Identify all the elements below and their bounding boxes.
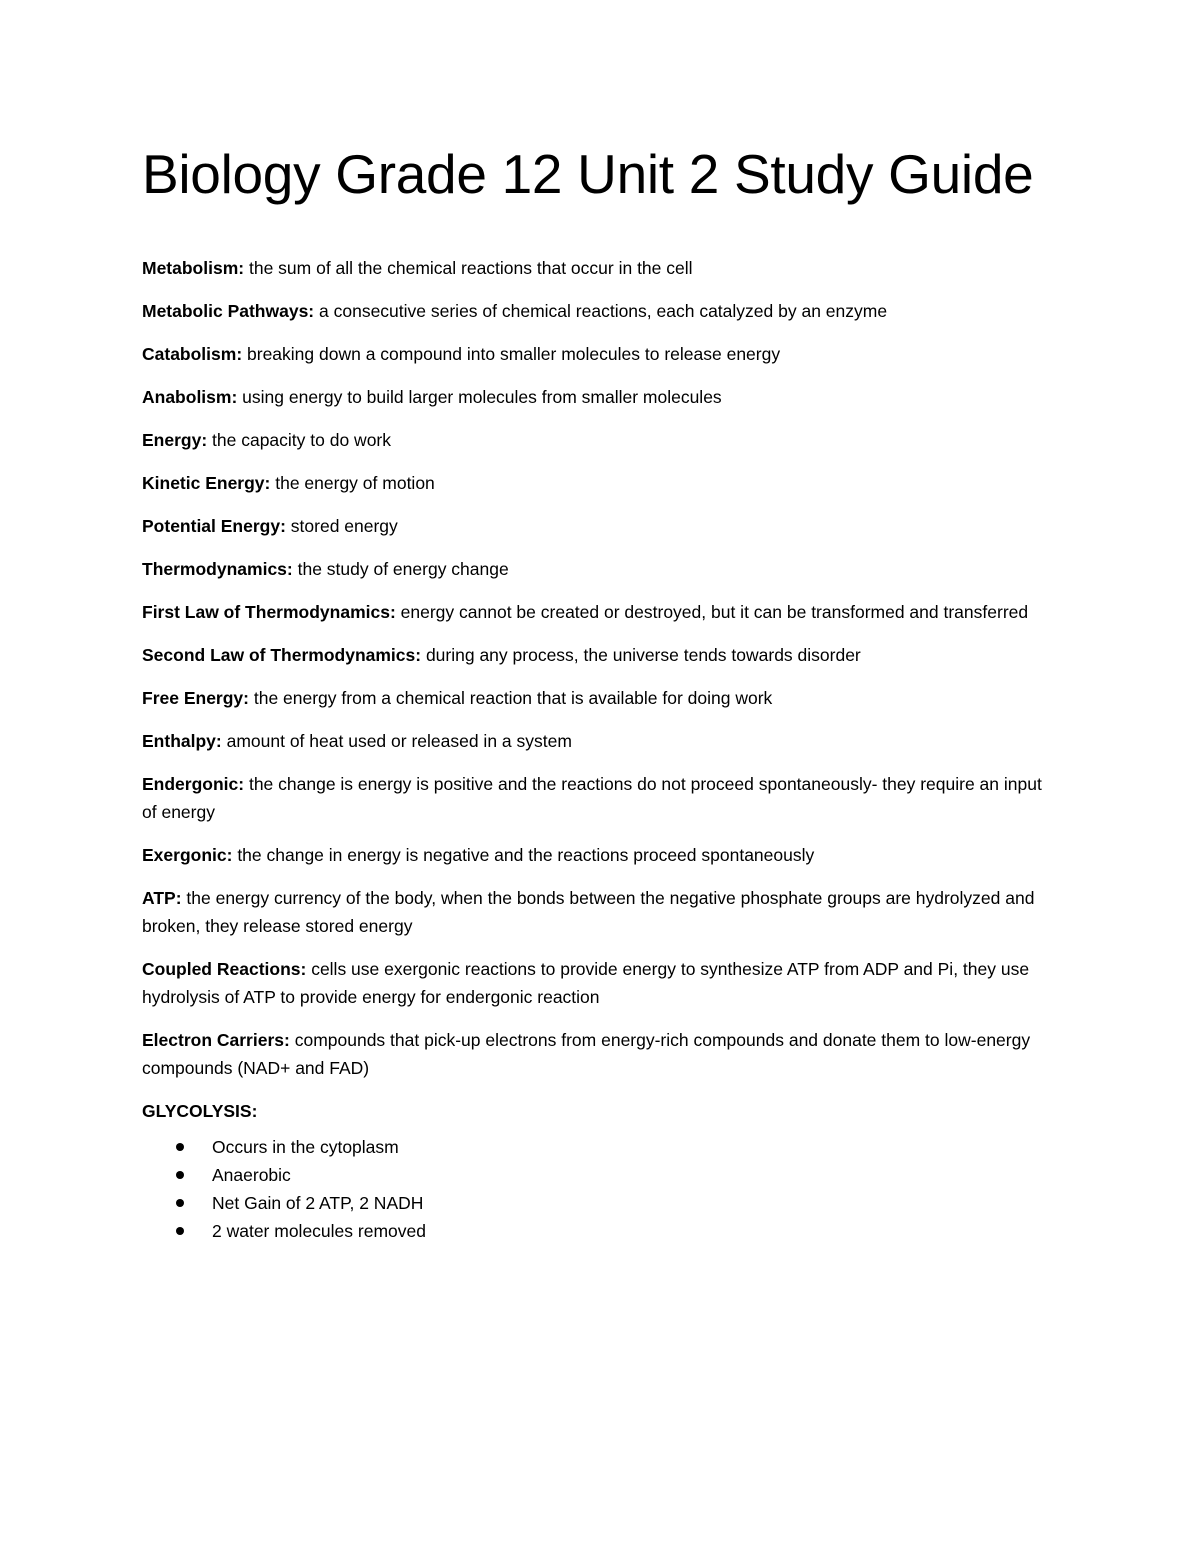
definition-term: Free Energy:	[142, 688, 249, 708]
definition-text: the study of energy change	[292, 559, 509, 579]
definition-term: Potential Energy:	[142, 516, 286, 536]
definition-text: using energy to build larger molecules from smaller molecules	[237, 387, 722, 407]
definition-term: ATP:	[142, 888, 182, 908]
definition-item	[142, 254, 1057, 282]
definition-text: a consecutive series of chemical reactions, each catalyzed by an enzyme	[314, 301, 888, 321]
definition-item	[142, 727, 1057, 755]
definition-item	[142, 684, 1057, 712]
definition-item	[142, 955, 1057, 1011]
definition-item	[142, 469, 1057, 497]
definition-text: the energy currency of the body, when the bonds between the negative phosphate groups are hydrolyzed and broken, they release stored energy	[142, 888, 1035, 936]
definition-item	[142, 770, 1057, 826]
definition-term: Metabolism:	[142, 258, 245, 278]
definition-item	[142, 297, 1057, 325]
definition-term: Endergonic:	[142, 774, 245, 794]
definition-text: stored energy	[285, 516, 398, 536]
definition-term: Thermodynamics:	[142, 559, 293, 579]
page-title: Biology Grade 12 Unit 2 Study Guide	[142, 143, 1034, 205]
definition-item	[142, 884, 1057, 940]
definition-item	[142, 426, 1057, 454]
definition-term: Metabolic Pathways:	[142, 301, 315, 321]
definition-term: Kinetic Energy:	[142, 473, 271, 493]
bullet-icon	[176, 1199, 184, 1207]
definition-text: the capacity to do work	[207, 430, 392, 450]
definition-term: Exergonic:	[142, 845, 233, 865]
definition-text: the energy from a chemical reaction that is available for doing work	[248, 688, 773, 708]
definition-text: the change is energy is positive and the reactions do not proceed spontaneously- they require an input of energy	[142, 774, 1042, 822]
definition-item	[142, 598, 1057, 626]
definitions-list	[142, 254, 1057, 1082]
list-item-text: Anaerobic	[212, 1165, 291, 1185]
list-item-text: Net Gain of 2 ATP, 2 NADH	[212, 1193, 424, 1213]
definition-term: Electron Carriers:	[142, 1030, 290, 1050]
definition-term: Enthalpy:	[142, 731, 222, 751]
list-item	[142, 1161, 1057, 1189]
definition-term: Catabolism:	[142, 344, 243, 364]
definition-item	[142, 641, 1057, 669]
document-content	[142, 140, 1057, 1245]
definition-term: Second Law of Thermodynamics:	[142, 645, 422, 665]
bullet-icon	[176, 1143, 184, 1151]
list-item	[142, 1189, 1057, 1217]
list-item	[142, 1217, 1057, 1245]
list-item-text: Occurs in the cytoplasm	[212, 1137, 399, 1157]
definition-item	[142, 383, 1057, 411]
definition-text: during any process, the universe tends towards disorder	[421, 645, 861, 665]
definition-text: the sum of all the chemical reactions that occur in the cell	[244, 258, 693, 278]
list-item	[142, 1133, 1057, 1161]
glycolysis-list	[142, 1133, 1057, 1245]
definition-term: First Law of Thermodynamics:	[142, 602, 396, 622]
definition-term: Energy:	[142, 430, 208, 450]
definition-item	[142, 1026, 1057, 1082]
definition-text: amount of heat used or released in a system	[221, 731, 572, 751]
definition-text: the energy of motion	[270, 473, 435, 493]
definition-text: energy cannot be created or destroyed, but it can be transformed and transferred	[395, 602, 1029, 622]
definition-text: breaking down a compound into smaller molecules to release energy	[242, 344, 781, 364]
bullet-icon	[176, 1171, 184, 1179]
glycolysis-heading: GLYCOLYSIS:	[142, 1101, 258, 1121]
definition-item	[142, 555, 1057, 583]
definition-term: Anabolism:	[142, 387, 238, 407]
list-item-text: 2 water molecules removed	[212, 1221, 426, 1241]
definition-text: cells use exergonic reactions to provide energy to synthesize ATP from ADP and Pi, they use hydrolysis of ATP to provide energy for endergonic reaction	[142, 959, 1030, 1007]
definition-item	[142, 841, 1057, 869]
definition-term: Coupled Reactions:	[142, 959, 307, 979]
definition-item	[142, 512, 1057, 540]
definition-item	[142, 340, 1057, 368]
definition-text: compounds that pick-up electrons from energy-rich compounds and donate them to low-energy compounds (NAD+ and FAD)	[142, 1030, 1031, 1078]
bullet-icon	[176, 1227, 184, 1235]
definition-text: the change in energy is negative and the reactions proceed spontaneously	[232, 845, 815, 865]
